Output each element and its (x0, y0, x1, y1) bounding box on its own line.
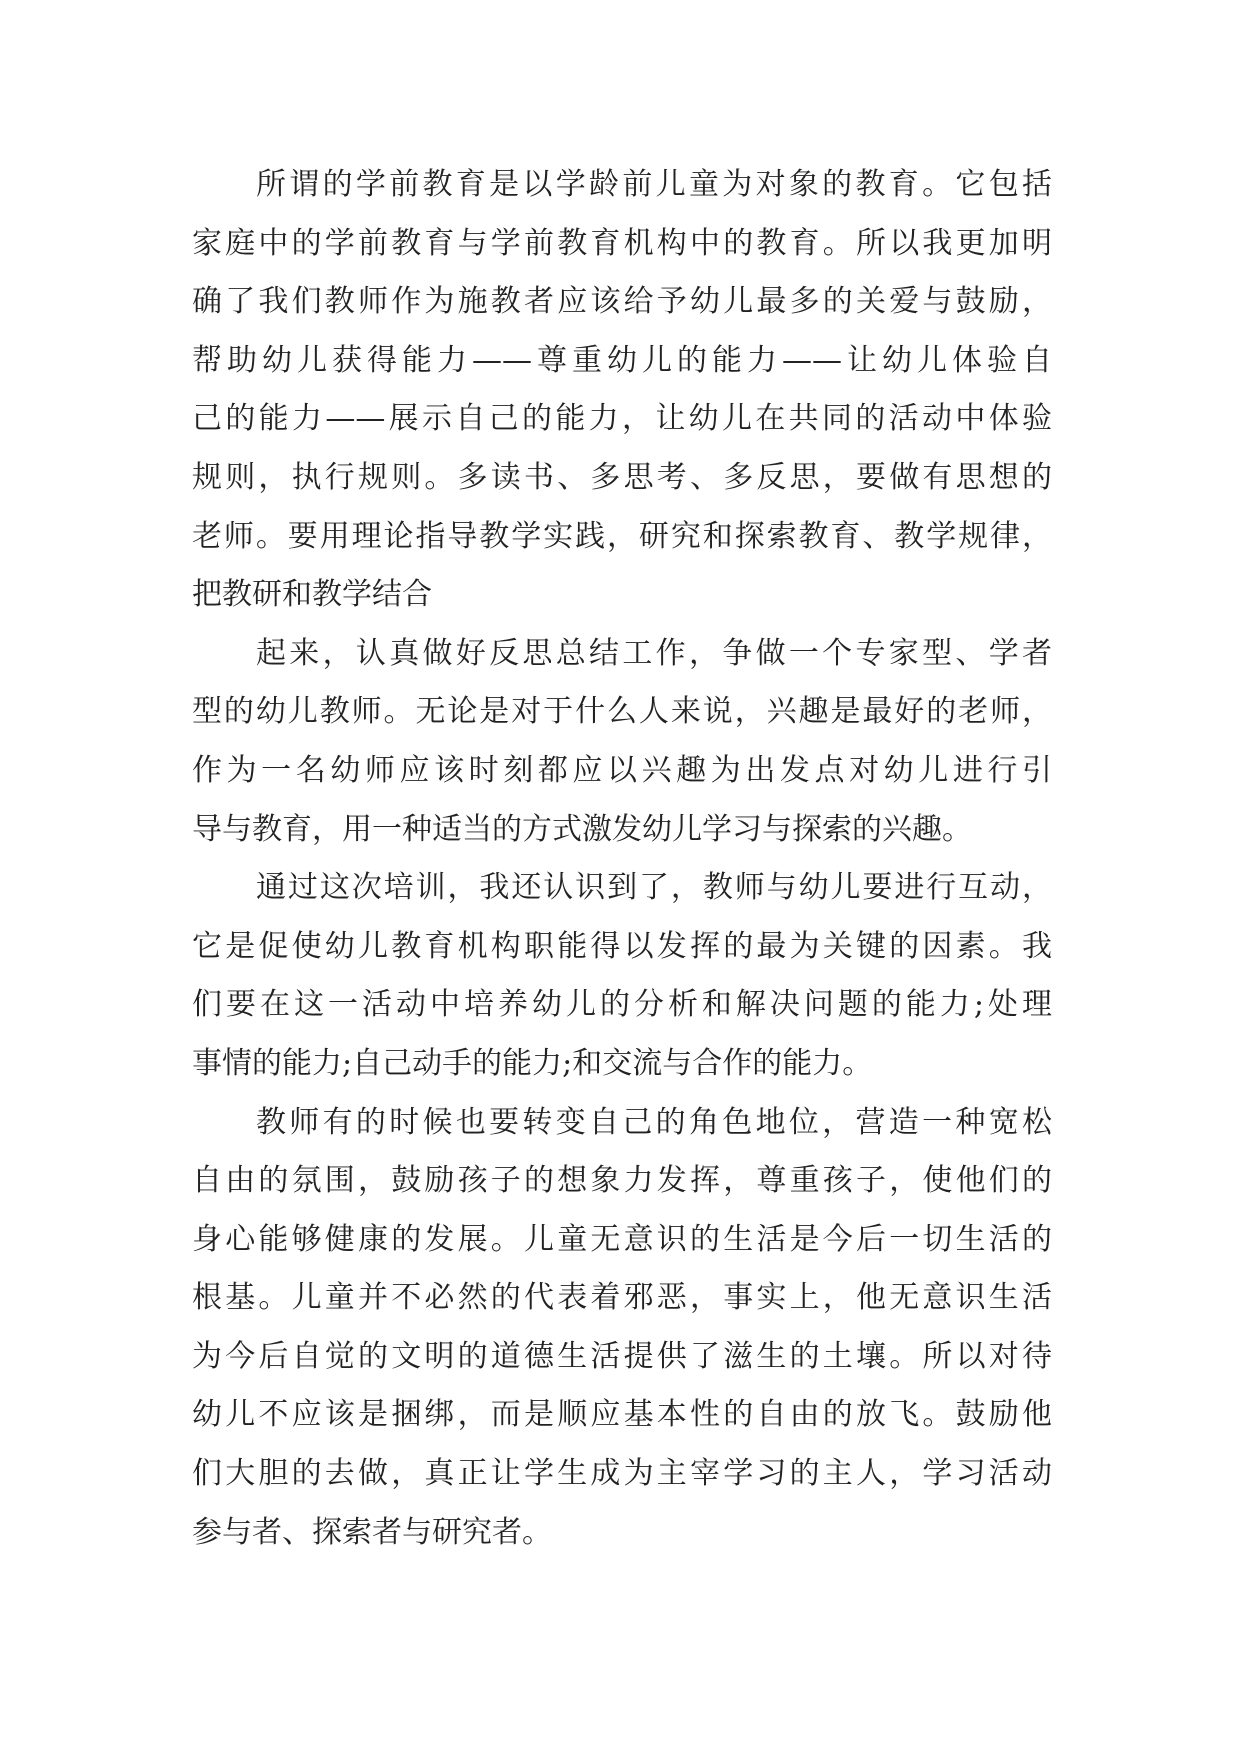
text-line: 们大胆的去做，真正让学生成为主宰学习的主人，学习活动 (192, 1456, 1052, 1492)
text-line: 起来，认真做好反思总结工作，争做一个专家型、学者 (256, 635, 1052, 671)
paragraph-1 (192, 156, 1052, 625)
text-line: 自由的氛围，鼓励孩子的想象力发挥，尊重孩子，使他们的 (192, 1163, 1052, 1199)
text-line: 教师有的时候也要转变自己的角色地位，营造一种宽松 (256, 1104, 1052, 1140)
text-line: 事情的能力;自己动手的能力;和交流与合作的能力。 (192, 1045, 873, 1081)
text-line: 把教研和教学结合 (192, 577, 432, 613)
text-line: 它是促使幼儿教育机构职能得以发挥的最为关键的因素。我 (192, 928, 1052, 964)
text-line: 参与者、探索者与研究者。 (192, 1514, 552, 1550)
text-line: 家庭中的学前教育与学前教育机构中的教育。所以我更加明 (192, 225, 1052, 261)
text-line: 幼儿不应该是捆绑，而是顺应基本性的自由的放飞。鼓励他 (192, 1397, 1052, 1433)
text-line: 导与教育，用一种适当的方式激发幼儿学习与探索的兴趣。 (192, 811, 972, 847)
text-line: 规则，执行规则。多读书、多思考、多反思，要做有思想的 (192, 459, 1052, 495)
paragraph-4 (192, 1094, 1052, 1563)
text-line: 们要在这一活动中培养幼儿的分析和解决问题的能力;处理 (192, 987, 1052, 1023)
text-line: 身心能够健康的发展。儿童无意识的生活是今后一切生活的 (192, 1221, 1052, 1257)
paragraph-3 (192, 859, 1052, 1093)
text-line: 帮助幼儿获得能力——尊重幼儿的能力——让幼儿体验自 (192, 342, 1052, 378)
paragraph-2 (192, 625, 1052, 859)
text-line: 根基。儿童并不必然的代表着邪恶，事实上，他无意识生活 (192, 1280, 1052, 1316)
text-line: 确了我们教师作为施教者应该给予幼儿最多的关爱与鼓励， (192, 284, 1052, 320)
document-body (192, 156, 1052, 1562)
text-line: 所谓的学前教育是以学龄前儿童为对象的教育。它包括 (256, 167, 1052, 202)
text-line: 作为一名幼师应该时刻都应以兴趣为出发点对幼儿进行引 (192, 752, 1052, 788)
text-line: 老师。要用理论指导教学实践，研究和探索教育、教学规律， (192, 518, 1052, 554)
text-line: 通过这次培训，我还认识到了，教师与幼儿要进行互动， (256, 870, 1052, 906)
text-line: 己的能力——展示自己的能力，让幼儿在共同的活动中体验 (192, 401, 1052, 437)
text-line: 为今后自觉的文明的道德生活提供了滋生的土壤。所以对待 (192, 1338, 1052, 1374)
text-line: 型的幼儿教师。无论是对于什么人来说，兴趣是最好的老师， (192, 694, 1052, 730)
